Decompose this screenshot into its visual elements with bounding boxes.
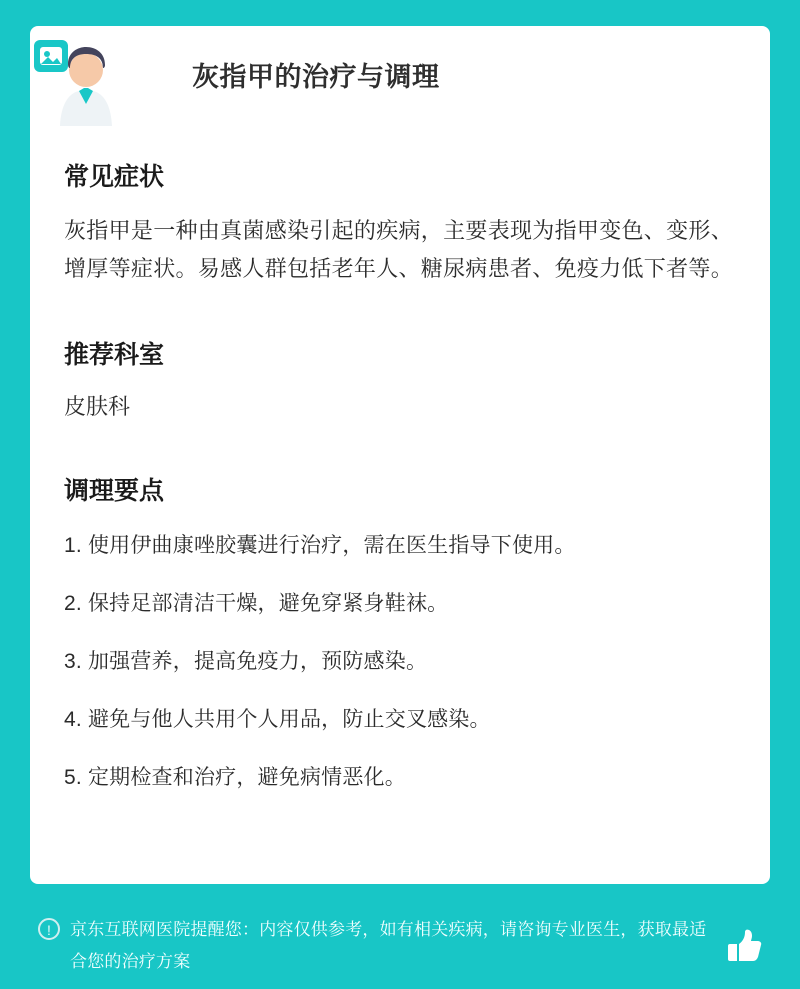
list-item: 4. 避免与他人共用个人用品，防止交叉感染。 — [64, 708, 491, 731]
section-heading-symptoms: 常见症状 — [64, 163, 165, 191]
page-title: 灰指甲的治疗与调理 — [192, 62, 440, 92]
list-item: 1. 使用伊曲康唑胶囊进行治疗，需在医生指导下使用。 — [64, 534, 576, 557]
article-card — [30, 26, 770, 884]
disclaimer-footer — [30, 900, 770, 978]
section-text-symptoms: 灰指甲是一种由真菌感染引起的疾病，主要表现为指甲变色、变形、增厚等症状。易感人群包括老年人、糖尿病患者、免疫力低下者等。 — [64, 218, 734, 281]
section-heading-points: 调理要点 — [64, 477, 165, 505]
section-heading-department: 推荐科室 — [64, 341, 165, 369]
points-list — [64, 528, 736, 796]
info-icon: ! — [38, 918, 60, 940]
disclaimer-text: 京东互联网医院提醒您：内容仅供参考，如有相关疾病，请咨询专业医生，获取最适合您的治疗方案 — [70, 920, 707, 971]
list-item: 5. 定期检查和治疗，避免病情恶化。 — [64, 766, 406, 789]
list-item: 2. 保持足部清洁干燥，避免穿紧身鞋袜。 — [64, 592, 449, 615]
section-text-department: 皮肤科 — [64, 394, 131, 419]
list-item: 3. 加强营养，提高免疫力，预防感染。 — [64, 650, 428, 673]
doctor-avatar-icon — [30, 34, 128, 126]
thumbs-up-icon[interactable] — [724, 926, 764, 966]
